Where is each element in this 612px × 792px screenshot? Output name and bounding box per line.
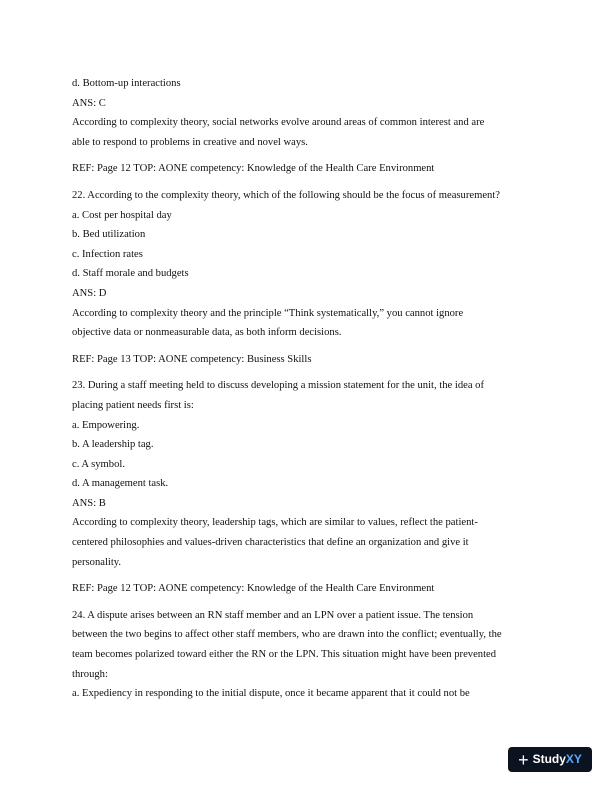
text-line: b. Bed utilization bbox=[72, 229, 146, 241]
text-line: a. Expediency in responding to the initial dispute, once it became apparent that it could not be bbox=[72, 688, 470, 700]
text-line: d. Staff morale and budgets bbox=[72, 268, 189, 280]
text-line: 23. During a staff meeting held to discuss developing a mission statement for the unit, the idea of bbox=[72, 380, 484, 392]
studyxy-badge[interactable] bbox=[508, 747, 592, 772]
text-line: 24. A dispute arises between an RN staff member and an LPN over a patient issue. The tension bbox=[72, 609, 474, 621]
text-line: REF: Page 12 TOP: AONE competency: Knowledge of the Health Care Environment bbox=[72, 163, 435, 175]
text-line: According to complexity theory, leadership tags, which are similar to values, reflect the patient- bbox=[72, 517, 478, 529]
text-line: ANS: D bbox=[72, 287, 107, 299]
text-line: d. A management task. bbox=[72, 478, 169, 490]
text-line: REF: Page 13 TOP: AONE competency: Business Skills bbox=[72, 353, 312, 365]
document-body bbox=[72, 74, 550, 704]
paragraph-gap bbox=[72, 599, 550, 606]
paragraph-gap bbox=[72, 343, 550, 350]
paragraph-gap bbox=[72, 179, 550, 186]
paragraph-gap bbox=[72, 572, 550, 579]
text-line: ANS: C bbox=[72, 97, 106, 109]
text-line: through: bbox=[72, 668, 108, 680]
text-line: a. Empowering. bbox=[72, 419, 140, 431]
text-line: between the two begins to affect other staff members, who are drawn into the conflict; eventually, the bbox=[72, 629, 502, 641]
text-line: team becomes polarized toward either the RN or the LPN. This situation might have been prevented bbox=[72, 649, 497, 661]
text-line: c. Infection rates bbox=[72, 248, 143, 260]
text-line: personality. bbox=[72, 556, 122, 568]
text-line: According to complexity theory, social networks evolve around areas of common interest and are bbox=[72, 117, 485, 129]
paragraph-gap bbox=[72, 369, 550, 376]
badge-text: StudyXY bbox=[532, 751, 582, 766]
text-line: objective data or nonmeasurable data, as both inform decisions. bbox=[72, 327, 342, 339]
text-line: c. A symbol. bbox=[72, 458, 125, 470]
text-line: placing patient needs first is: bbox=[72, 399, 194, 411]
text-line: d. Bottom-up interactions bbox=[72, 78, 181, 89]
text-line: b. A leadership tag. bbox=[72, 439, 154, 451]
plus-icon: + bbox=[518, 749, 529, 770]
paragraph-gap bbox=[72, 152, 550, 159]
text-line: centered philosophies and values-driven characteristics that define an organization and give it bbox=[72, 537, 469, 549]
text-line: ANS: B bbox=[72, 497, 106, 509]
text-line: a. Cost per hospital day bbox=[72, 209, 172, 221]
text-line: 22. According to the complexity theory, which of the following should be the focus of measurement? bbox=[72, 189, 500, 201]
text-line: REF: Page 12 TOP: AONE competency: Knowledge of the Health Care Environment bbox=[72, 583, 435, 595]
text-line: able to respond to problems in creative and novel ways. bbox=[72, 136, 308, 148]
text-line: According to complexity theory and the principle “Think systematically,” you cannot ignore bbox=[72, 307, 464, 319]
